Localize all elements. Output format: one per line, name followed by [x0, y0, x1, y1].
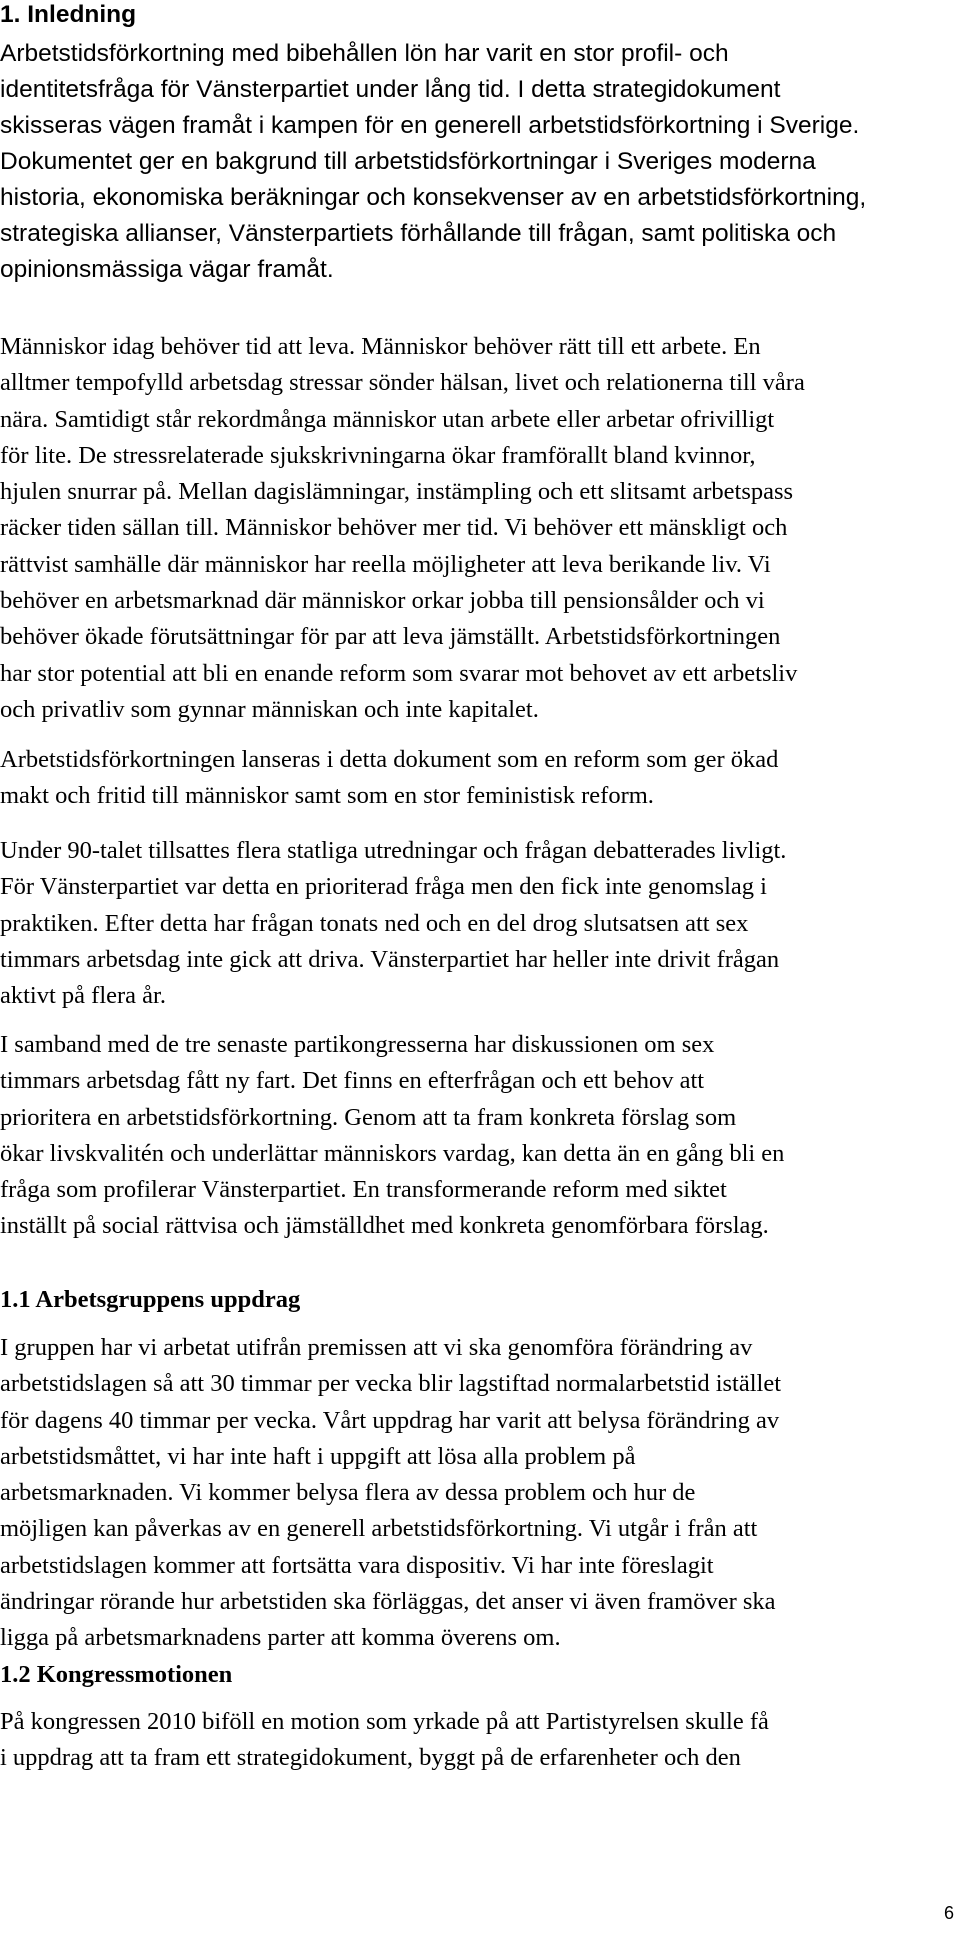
paragraph-tid-att-leva: Människor idag behöver tid att leva. Människor behöver rätt till ett arbete. En alltmer tempofylld arbetsdag stressar sönder hälsan, livet och relationerna till våra nära. Samtidigt står rekordmånga människor utan arbete eller arbetar ofrivilligt för lite. De stressrelaterade sjukskrivningarna ökar framförallt bland kvinnor, hjulen snurrar på. Mellan dagislämningar, instämpling och ett slitsamt arbetspass räcker tiden sällan till. Människor behöver mer tid. Vi behöver ett mänskligt och rättvist samhälle där människor har reella möjligheter att leva berikande liv. Vi behöver en arbetsmarknad där människor orkar jobba till pensionsålder och vi behöver ökade förutsättningar för par att leva jämställt. Arbetstidsförkortningen har stor potential att bli en enande reform som svarar mot behovet av ett arbetsliv och privatliv som gynnar människan och inte kapitalet. — [0, 333, 805, 723]
paragraph-partikongresser: I samband med de tre senaste partikongresserna har diskussionen om sex timmars arbetsdag fått ny fart. Det finns en efterfrågan och ett behov att prioritera en arbetstidsförkortning. Genom att ta fram konkreta förslag som ökar livskvalitén och underlättar människors vardag, kan detta än en gång bli en fråga som profilerar Vänsterpartiet. En transformerande reform med siktet inställt på social rättvisa och jämställdhet med konkreta genomförbara förslag. — [0, 1031, 785, 1240]
intro-paragraph: Arbetstidsförkortning med bibehållen lön har varit en stor profil- och identitetsfråga för Vänsterpartiet under lång tid. I detta strategidokument skisseras vägen framåt i kampen för en generell arbetstidsförkortning i Sverige. Dokumentet ger en bakgrund till arbetstidsförkortningar i Sveriges moderna historia, ekonomiska beräkningar och konsekvenser av en arbetstidsförkortning, strategiska allianser, Vänsterpartiets förhållande till frågan, samt politiska och opinionsmässiga vägar framåt. — [0, 40, 867, 283]
heading-inledning: 1. Inledning — [0, 1, 137, 28]
paragraph-reform-lansering: Arbetstidsförkortningen lanseras i detta dokument som en reform som ger ökad makt och fritid till människor samt som en stor feministisk reform. — [0, 746, 779, 810]
heading-kongressmotionen: 1.2 Kongressmotionen — [0, 1661, 233, 1688]
heading-arbetsgruppens-uppdrag: 1.1 Arbetsgruppens uppdrag — [0, 1286, 301, 1313]
paragraph-arbetsgruppens-uppdrag: I gruppen har vi arbetat utifrån premissen att vi ska genomföra förändring av arbetstidslagen så att 30 timmar per vecka blir lagstiftad normalarbetstid istället för dagens 40 timmar per vecka. Vårt uppdrag har varit att belysa förändring av arbetstidsmåttet, vi har inte haft i uppgift att lösa alla problem på arbetsmarknaden. Vi kommer belysa flera av dessa problem och hur de möjligen kan påverkas av en generell arbetstidsförkortning. Vi utgår i från att arbetstidslagen kommer att fortsätta vara dispositiv. Vi har inte föreslagit ändringar rörande hur arbetstiden ska förläggas, det anser vi även framöver ska ligga på arbetsmarknadens parter att komma överens om. — [0, 1334, 782, 1652]
paragraph-kongressmotionen: På kongressen 2010 biföll en motion som yrkade på att Partistyrelsen skulle få i uppdrag att ta fram ett strategidokument, byggt på de erfarenheter och den — [0, 1708, 769, 1772]
page-number: 6 — [943, 1903, 954, 1923]
paragraph-90-talet: Under 90-talet tillsattes flera statliga utredningar och frågan debatterades livligt. För Vänsterpartiet var detta en prioriterad fråga men den fick inte genomslag i praktiken. Efter detta har frågan tonats ned och en del drog slutsatsen att sex timmars arbetsdag inte gick att driva. Vänsterpartiet har heller inte drivit frågan aktivt på flera år. — [0, 837, 787, 1010]
